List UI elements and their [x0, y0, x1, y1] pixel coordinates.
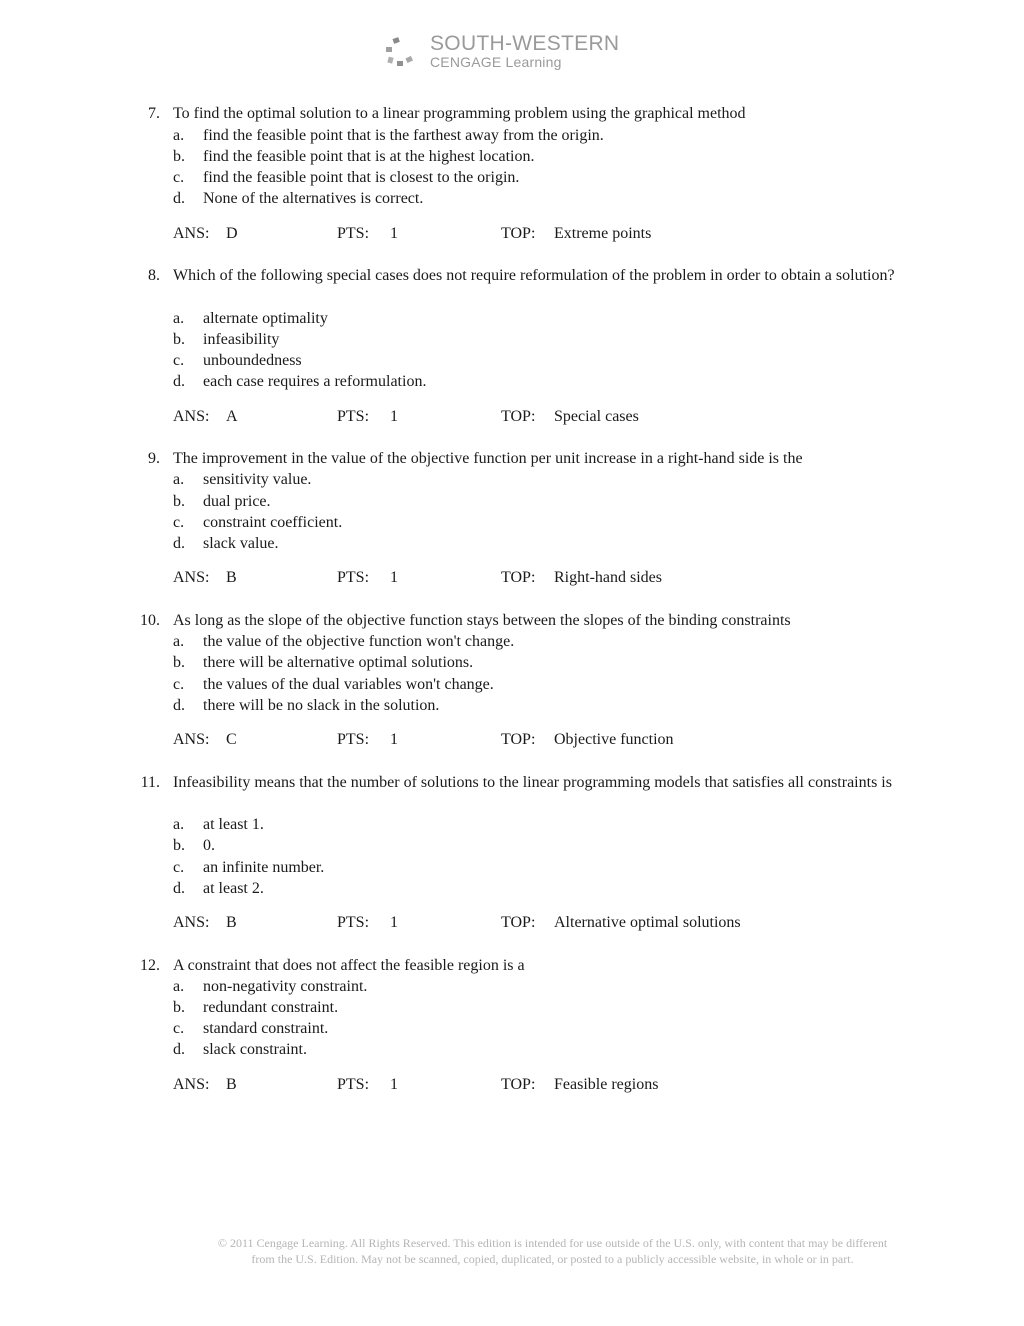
question-stem: To find the optimal solution to a linear programming problem using the graphical method	[173, 105, 746, 122]
choice-text: find the feasible point that is closest to the origin.	[203, 169, 520, 186]
choice-text: standard constraint.	[203, 1020, 329, 1037]
answer-row	[173, 223, 873, 244]
choice-text: redundant constraint.	[203, 999, 339, 1016]
pts-value: 1	[390, 1076, 398, 1093]
choice-letter: c.	[173, 169, 185, 186]
choice-text: the value of the objective function won't change.	[203, 633, 515, 650]
top-label: TOP:	[501, 408, 536, 425]
top-value: Special cases	[554, 408, 639, 425]
logo-text-line2: CENGAGE Learning	[430, 54, 562, 70]
choice-c	[173, 1018, 328, 1039]
top-label: TOP:	[501, 1076, 536, 1093]
choice-letter: a.	[173, 816, 185, 833]
choice-a	[173, 631, 514, 652]
cengage-logo-icon	[384, 33, 424, 73]
choice-text: constraint coefficient.	[203, 514, 343, 531]
choice-letter: b.	[173, 837, 185, 854]
choice-letter: d.	[173, 373, 185, 390]
answer-row	[173, 729, 873, 750]
top-value: Right-hand sides	[554, 569, 662, 586]
ans-label: ANS:	[173, 1076, 210, 1093]
top-value: Extreme points	[554, 225, 652, 242]
answer-row	[173, 406, 873, 427]
choice-text: non-negativity constraint.	[203, 978, 368, 995]
choice-text: at least 2.	[203, 880, 264, 897]
pts-label: PTS:	[337, 914, 370, 931]
pts-value: 1	[390, 225, 398, 242]
pts-label: PTS:	[337, 731, 370, 748]
pts-value: 1	[390, 569, 398, 586]
ans-label: ANS:	[173, 408, 210, 425]
pts-label: PTS:	[337, 569, 370, 586]
choice-d	[173, 533, 279, 554]
choice-letter: b.	[173, 148, 185, 165]
question-stem: Which of the following special cases does not require reformulation of the problem in order to obtain a solution?	[173, 267, 895, 284]
ans-value: B	[226, 914, 237, 931]
choice-text: alternate optimality	[203, 310, 328, 327]
choice-text: slack constraint.	[203, 1041, 307, 1058]
ans-value: D	[226, 225, 238, 242]
choice-text: unboundedness	[203, 352, 302, 369]
copyright-footer	[160, 1235, 945, 1267]
answer-row	[173, 1074, 873, 1095]
choice-text: the values of the dual variables won't change.	[203, 676, 494, 693]
top-value: Alternative optimal solutions	[554, 914, 741, 931]
choice-letter: d.	[173, 1041, 185, 1058]
choice-text: 0.	[203, 837, 215, 854]
choice-text: slack value.	[203, 535, 279, 552]
answer-row	[173, 567, 873, 588]
choice-d	[173, 188, 423, 209]
choice-letter: c.	[173, 676, 185, 693]
choice-letter: c.	[173, 352, 185, 369]
choice-c	[173, 167, 519, 188]
choice-text: there will be alternative optimal solutions.	[203, 654, 474, 671]
choice-a	[173, 976, 367, 997]
choice-a	[173, 469, 311, 490]
footer-line2: from the U.S. Edition. May not be scanned, copied, duplicated, or posted to a publicly accessible website, in whole or in part.	[251, 1252, 854, 1266]
footer-line1: © 2011 Cengage Learning. All Rights Reserved. This edition is intended for use outside of the U.S. only, with content that may be different	[217, 1236, 888, 1250]
choice-text: there will be no slack in the solution.	[203, 697, 440, 714]
question-stem: As long as the slope of the objective function stays between the slopes of the binding constraints	[173, 612, 791, 629]
choice-b	[173, 835, 215, 856]
ans-label: ANS:	[173, 914, 210, 931]
question-stem: A constraint that does not affect the feasible region is a	[173, 957, 525, 974]
pts-label: PTS:	[337, 1076, 370, 1093]
publisher-logo	[384, 33, 619, 75]
choice-letter: d.	[173, 697, 185, 714]
top-label: TOP:	[501, 569, 536, 586]
choice-c	[173, 857, 324, 878]
choice-d	[173, 371, 426, 392]
choice-letter: a.	[173, 471, 185, 488]
question-number: 9.	[148, 450, 160, 467]
pts-label: PTS:	[337, 408, 370, 425]
choice-c	[173, 674, 494, 695]
question-number: 10.	[140, 612, 160, 629]
ans-label: ANS:	[173, 731, 210, 748]
pts-label: PTS:	[337, 225, 370, 242]
choice-c	[173, 512, 342, 533]
top-value: Feasible regions	[554, 1076, 659, 1093]
question-number: 7.	[148, 105, 160, 122]
question-number: 11.	[140, 774, 160, 791]
choice-letter: b.	[173, 331, 185, 348]
ans-value: C	[226, 731, 237, 748]
pts-value: 1	[390, 731, 398, 748]
choice-text: find the feasible point that is the farthest away from the origin.	[203, 127, 604, 144]
choice-letter: c.	[173, 859, 185, 876]
choice-b	[173, 329, 279, 350]
choice-letter: d.	[173, 880, 185, 897]
ans-value: B	[226, 1076, 237, 1093]
choice-d	[173, 695, 439, 716]
choice-letter: c.	[173, 1020, 185, 1037]
choice-letter: c.	[173, 514, 185, 531]
choice-text: at least 1.	[203, 816, 264, 833]
choice-letter: d.	[173, 190, 185, 207]
choice-letter: d.	[173, 535, 185, 552]
question-stem: Infeasibility means that the number of solutions to the linear programming models that satisfies all constraints is	[173, 774, 892, 791]
choice-b	[173, 491, 271, 512]
ans-label: ANS:	[173, 225, 210, 242]
pts-value: 1	[390, 408, 398, 425]
choice-text: each case requires a reformulation.	[203, 373, 427, 390]
choice-a	[173, 125, 604, 146]
ans-value: B	[226, 569, 237, 586]
top-label: TOP:	[501, 225, 536, 242]
choice-text: sensitivity value.	[203, 471, 312, 488]
choice-a	[173, 814, 264, 835]
choice-text: None of the alternatives is correct.	[203, 190, 424, 207]
choice-a	[173, 308, 328, 329]
choice-b	[173, 146, 534, 167]
choice-letter: a.	[173, 978, 185, 995]
question-number: 8.	[148, 267, 160, 284]
choice-text: find the feasible point that is at the highest location.	[203, 148, 535, 165]
choice-c	[173, 350, 302, 371]
top-label: TOP:	[501, 914, 536, 931]
choice-d	[173, 1039, 307, 1060]
choice-letter: b.	[173, 493, 185, 510]
choice-text: infeasibility	[203, 331, 280, 348]
question-number: 12.	[140, 957, 160, 974]
answer-row	[173, 912, 873, 933]
choice-d	[173, 878, 264, 899]
choice-text: dual price.	[203, 493, 271, 510]
choice-letter: a.	[173, 310, 185, 327]
choice-letter: a.	[173, 127, 185, 144]
choice-b	[173, 652, 473, 673]
choice-text: an infinite number.	[203, 859, 325, 876]
pts-value: 1	[390, 914, 398, 931]
top-value: Objective function	[554, 731, 674, 748]
choice-letter: b.	[173, 654, 185, 671]
logo-text-line1: SOUTH-WESTERN	[430, 32, 620, 55]
choice-letter: a.	[173, 633, 185, 650]
top-label: TOP:	[501, 731, 536, 748]
choice-letter: b.	[173, 999, 185, 1016]
question-stem: The improvement in the value of the objective function per unit increase in a right-hand side is the	[173, 450, 803, 467]
ans-label: ANS:	[173, 569, 210, 586]
ans-value: A	[226, 408, 238, 425]
choice-b	[173, 997, 338, 1018]
